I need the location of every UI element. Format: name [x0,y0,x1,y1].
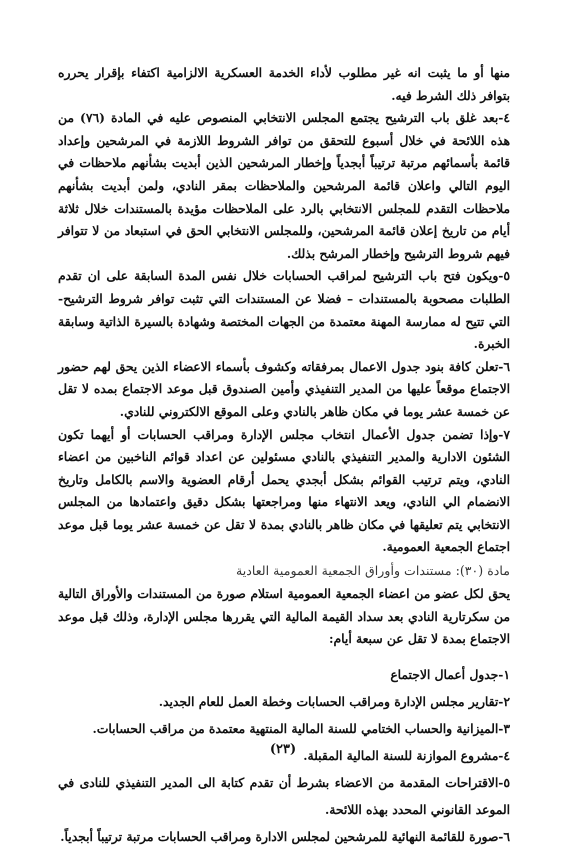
paragraph-item-7: ٧-وإذا تضمن جدول الأعمال انتخاب مجلس الإدارة ومراقب الحسابات أو أيهما تكون الشئون الادارية والمدير التنفيذي بالنادي مسئولين عن اعداد قوائم الناخبين من اعضاء النادي، ويتم ترتيب القوائم بشكل أبجدي يحمل أرقام العضوية والاسم بالكامل وتاريخ الانضمام الي النادي، ويعد الانتهاء منها ومراجعتها بشكل دقيق واعتمادها من المجلس الانتخابي يتم تعليقها في مكان ظاهر بالنادي بمدة لا تقل عن خمسة عشر يوما قبل موعد اجتماع الجمعية العمومية. [58,426,510,555]
paragraph-item-5: ٥-ويكون فتح باب الترشيح لمراقب الحسابات خلال نفس المدة السابقة على ان تقدم الطلبات مصحوبة بالمستندات – فضلا عن المستندات التي تثبت توافر شروط الترشيح- التي تتيح له ممارسة المهنة معتمدة من الجهات المختصة وشهادة بالسيرة الذاتية وسابقة الخبرة. [58,268,510,352]
paragraph-item-4: ٤-بعد غلق باب الترشيح يجتمع المجلس الانتخابي المنصوص عليه في المادة (٧٦) من هذه اللائحة في خلال أسبوع للتحقق من توافر الشروط اللازمة في المرشحين وإعداد قائمة بأسمائهم مرتبة ترتيباً أبجدياً وإخطار المرشحين الذين أبديت بشأنهم ملاحظات في اليوم التالي واعلان قائمة المرشحين والملاحظات بمقر النادي، ولمن أبديت بشأنهم ملاحظات التقدم للمجلس الانتخابي بالرد على الملاحظات مؤيدة بالمستندات خلال ثلاثة أيام من تاريخ إعلان قائمة المرشحين، وللمجلس الانتخابي الحق في استبعاد من لا تتوافر فيهم شروط الترشيح وإخطار المرشح بذلك. [58,110,510,261]
article-heading: مادة (٣٠): مستندات وأوراق الجمعية العمومية العادية [236,563,510,579]
paragraph-item-6: ٦-تعلن كافة بنود جدول الاعمال بمرفقاته وكشوف بأسماء الاعضاء الذين يحق لهم حضور الاجتماع موقعاً عليها من المدير التنفيذي وأمين الصندوق قبل موعد الاجتماع بمده لا تقل عن خمسة عشر يوما في مكان ظاهر بالنادي وعلى الموقع الالكتروني للنادي. [58,358,510,419]
list-item: ٥-الاقتراحات المقدمة من الاعضاء بشرط أن تقدم كتابة الى المدير التنفيذي للنادى في الموعد القانوني المحدد بهذه اللائحة. [58,774,510,817]
list-item: ٦-صورة للقائمة النهائية للمرشحين لمجلس الادارة ومراقب الحسابات مرتبة ترتيباً أبجدياً. [60,828,510,844]
article-intro: يحق لكل عضو من اعضاء الجمعية العمومية استلام صورة من المستندات والأوراق التالية من سكرتارية النادي بعد سداد القيمة المالية التي يقررها مجلس الإدارة، وذلك قبل موعد الاجتماع بمدة لا تقل عن سبعة أيام: [58,586,510,647]
list-item: ٤-مشروع الموازنة للسنة المالية المقبلة. [303,747,510,763]
paragraph-continuation: منها أو ما يثبت انه غير مطلوب لأداء الخدمة العسكرية الالزامية اكتفاء بإقرار يحرره بتوافر ذلك الشرط فيه. [58,65,510,103]
spacer [58,651,510,661]
list-item: ١-جدول أعمال الاجتماع [390,666,510,682]
list-item: ٣-الميزانية والحساب الختامي للسنة المالية المنتهية معتمدة من مراقب الحسابات. [92,720,510,736]
document-body [58,62,510,850]
list-item: ٢-تقارير مجلس الإدارة ومراقب الحسابات وخطة العمل للعام الجديد. [158,693,510,709]
page-number: (٢٣) [269,742,297,757]
